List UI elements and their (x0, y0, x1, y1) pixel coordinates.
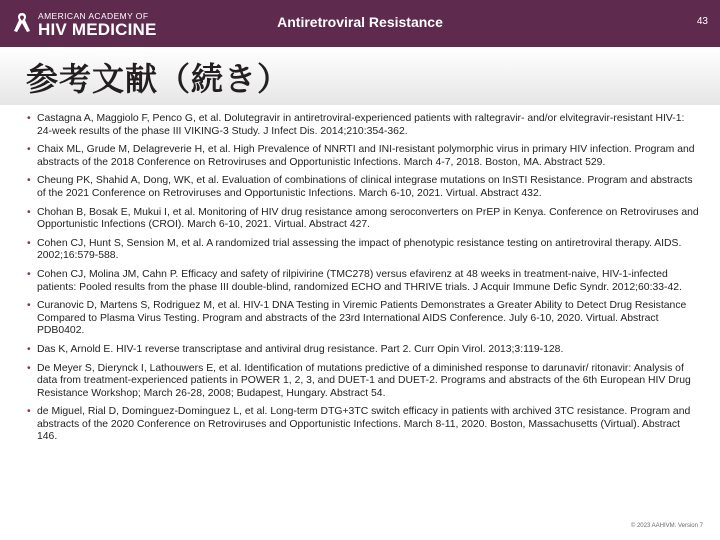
reference-text: Castagna A, Maggiolo F, Penco G, et al. Dolutegravir in antiretroviral-experienced patients with raltegravir- and/or elvitegravir-resistant HIV-1: 24-week results of the phase III VIKING-3 Study. J Infect Dis. 2014;210:354-362. (37, 113, 685, 137)
reference-item (27, 406, 702, 444)
bullet-icon: • (27, 113, 31, 124)
reference-item (27, 238, 702, 263)
reference-text: de Miguel, Rial D, Dominguez-Dominguez L, et al. Long-term DTG+3TC switch efficacy in patients with archived 3TC resistance. Program and abstracts of the 2020 Conference on Retroviruses and Opportunistic Infections. March 8-11, 2020. Boston, Massachusetts (Virtual). Abstract 146. (37, 406, 691, 443)
logo-org-top: AMERICAN ACADEMY OF (38, 11, 149, 21)
page-title: 参考文献（続き） (26, 60, 291, 98)
reference-text: Cohen CJ, Hunt S, Sension M, et al. A randomized trial assessing the impact of phenotypic resistance testing on antiretroviral therapy. AIDS. 2002;16:579-588. (37, 237, 682, 262)
reference-item (27, 144, 702, 169)
reference-text: Cheung PK, Shahid A, Dong, WK, et al. Evaluation of combinations of clinical integrase mutations on InSTI Resistance. Program and abstracts of the 2021 Conference on Retroviruses and Opportunistic Infections. March 6-10, 2021. Virtual. Abstract 432. (37, 175, 693, 199)
reference-text: Cohen CJ, Molina JM, Cahn P. Efficacy and safety of rilpivirine (TMC278) versus efavirenz at 48 weeks in treatment-naive, HIV-1-infected patients: Pooled results from the phase III double-blind, randomized ECHO and THRIVE trials. J Acquir Immune Defic Syndr. 2012;60:33-42. (37, 268, 682, 293)
bullet-icon: • (27, 300, 31, 312)
bullet-icon: • (27, 206, 31, 218)
header-title: Antiretroviral Resistance (277, 14, 443, 30)
reference-item (27, 363, 702, 401)
bullet-icon: • (27, 343, 31, 355)
reference-text: Chaix ML, Grude M, Delagreverie H, et al. High Prevalence of NNRTI and INI-resistant polymorphic virus in primary HIV infection. Program and abstracts of the 2018 Conference on Retroviruses and Opportunistic Infections. March 4-7, 2018. Boston, MA. Abstract 529. (37, 144, 695, 168)
reference-list (27, 113, 702, 450)
reference-item (27, 269, 702, 294)
reference-item (27, 175, 702, 200)
bullet-icon: • (27, 406, 31, 418)
reference-text: Chohan B, Bosak E, Mukui I, et al. Monitoring of HIV drug resistance among seroconverters on PrEP in Kenya. Conference on Retroviruses and Opportunistic Infections (CROI). March 6-10, 2021. Virtual. Abstract 427. (37, 206, 699, 231)
reference-item (27, 344, 702, 357)
page-number: 43 (696, 16, 708, 27)
copyright-footer: © 2023 AAHIVM. Version 7 (630, 523, 703, 529)
bullet-icon: • (27, 362, 31, 374)
reference-item (27, 207, 702, 232)
bullet-icon: • (27, 237, 31, 249)
reference-item (27, 300, 702, 338)
reference-text: De Meyer S, Dierynck I, Lathouwers E, et al. Identification of mutations predictive of a diminished response to darunavir/ ritonavir: Analysis of data from treatment-experienced patients in POWER 1, 2, 3, and DUET-1 and DUET-2. Programs and abstracts of the 6th European HIV Drug Resistance Workshop; March 26-28, 2008; Budapest, Hungary. Abstract 54. (37, 362, 691, 399)
bullet-icon: • (27, 144, 31, 156)
reference-text: Das K, Arnold E. HIV-1 reverse transcriptase and antiviral drug resistance. Part 2. Curr Opin Virol. 2013;3:119-128. (37, 343, 564, 355)
header-bar (0, 0, 720, 47)
bullet-icon: • (27, 268, 31, 280)
reference-item (27, 113, 702, 138)
bullet-icon: • (27, 175, 31, 187)
logo-org-bottom: HIV MEDICINE (38, 20, 157, 39)
reference-text: Curanovic D, Martens S, Rodriguez M, et al. HIV-1 DNA Testing in Viremic Patients Demonstrates a Greater Ability to Detect Drug Resistance Compared to Plasma Virus Testing. Program and abstracts of the 23rd International AIDS Conference. July 6-10, 2020. Virtual. Abstract PDB0402. (37, 300, 687, 337)
